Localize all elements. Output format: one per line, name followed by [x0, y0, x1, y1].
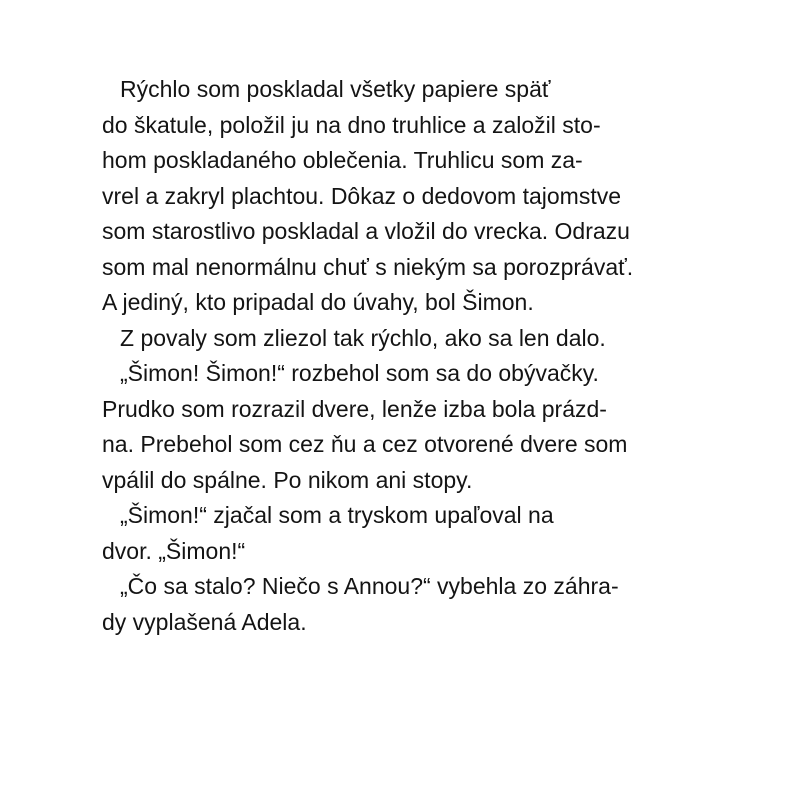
- text-line: „Šimon!“ zjačal som a tryskom upaľoval na: [120, 502, 554, 528]
- text-line: „Šimon! Šimon!“ rozbehol som sa do obývačky.: [120, 360, 599, 386]
- text-line: dvor. „Šimon!“: [102, 537, 246, 564]
- text-line: dy vyplašená Adela.: [102, 608, 307, 635]
- text-line: „Čo sa stalo? Niečo s Annou?“ vybehla zo záhra-: [120, 573, 619, 599]
- text-line: som mal nenormálnu chuť s niekým sa porozprávať.: [102, 253, 634, 280]
- text-line: A jediný, kto pripadal do úvahy, bol Šimon.: [102, 289, 534, 315]
- text-line: do škatule, položil ju na dno truhlice a založil sto-: [102, 111, 601, 138]
- text-line: som starostlivo poskladal a vložil do vrecka. Odrazu: [102, 218, 630, 244]
- text-line: vrel a zakryl plachtou. Dôkaz o dedovom tajomstve: [102, 182, 622, 209]
- text-line: Rýchlo som poskladal všetky papiere späť: [120, 76, 551, 102]
- text-line: Prudko som rozrazil dvere, lenže izba bola prázd-: [102, 395, 607, 422]
- text-line: na. Prebehol som cez ňu a cez otvorené dvere som: [102, 431, 628, 457]
- text-line: Z povaly som zliezol tak rýchlo, ako sa len dalo.: [120, 324, 606, 351]
- text-line: vpálil do spálne. Po nikom ani stopy.: [102, 466, 473, 493]
- body-text: [102, 72, 722, 640]
- text-line: hom poskladaného oblečenia. Truhlicu som za-: [102, 147, 583, 173]
